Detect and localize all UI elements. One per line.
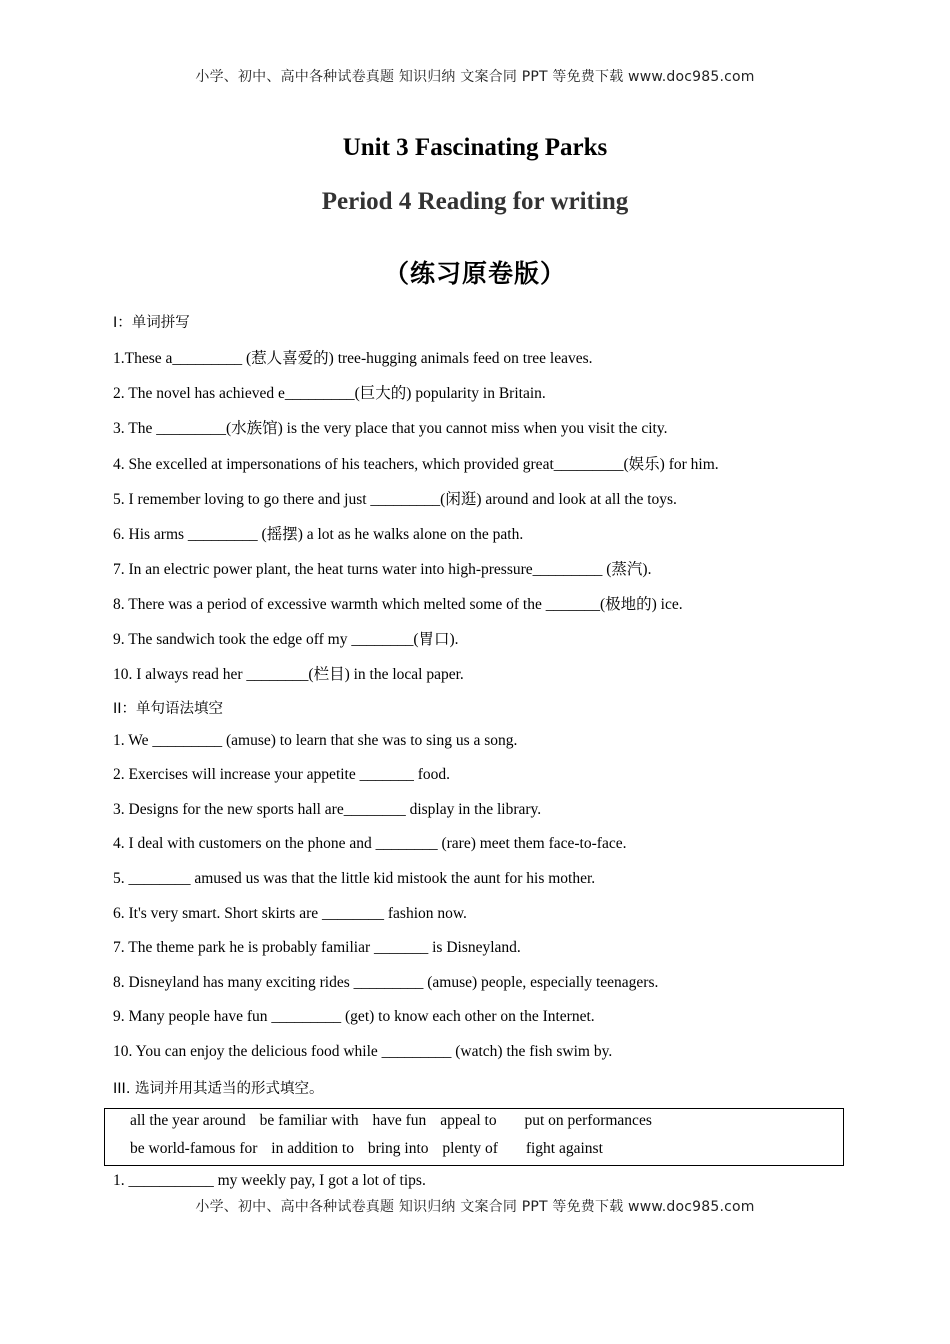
- word-bank-box: [104, 1108, 844, 1166]
- s1-item-4: 4. She excelled at impersonations of his teachers, which provided great_________(娱乐) for him.: [113, 456, 719, 473]
- footer-banner: 小学、初中、高中各种试卷真题 知识归纳 文案合同 PPT 等免费下载 www.doc985.com: [195, 1199, 755, 1215]
- section-1-heading: I：单词拼写: [113, 315, 190, 331]
- version-title: （练习原卷版）: [383, 259, 566, 288]
- word-bank-phrase: in addition to: [271, 1140, 354, 1157]
- s1-item-1: 1.These a_________ (惹人喜爱的) tree-hugging animals feed on tree leaves.: [113, 350, 593, 367]
- s2-item-6: 6. It's very smart. Short skirts are ________ fashion now.: [113, 905, 467, 922]
- s1-item-5: 5. I remember loving to go there and just _________(闲逛) around and look at all the toys.: [113, 491, 677, 508]
- s2-item-1: 1. We _________ (amuse) to learn that she was to sing us a song.: [113, 732, 518, 749]
- s2-item-9: 9. Many people have fun _________ (get) to know each other on the Internet.: [113, 1008, 595, 1025]
- period-title: Period 4 Reading for writing: [321, 188, 629, 215]
- s2-item-7: 7. The theme park he is probably familiar _______ is Disneyland.: [113, 939, 521, 956]
- word-bank-phrase: put on performances: [524, 1112, 652, 1129]
- word-bank-phrase: plenty of: [442, 1140, 498, 1157]
- header-banner: 小学、初中、高中各种试卷真题 知识归纳 文案合同 PPT 等免费下载 www.doc985.com: [195, 69, 755, 85]
- word-bank-phrase: bring into: [367, 1140, 429, 1157]
- word-bank-phrase: all the year around: [130, 1112, 246, 1129]
- section-3-heading: III. 选词并用其适当的形式填空。: [113, 1081, 324, 1097]
- section-2-heading: II：单句语法填空: [113, 701, 224, 717]
- word-bank-phrase: be familiar with: [259, 1112, 359, 1129]
- s2-item-3: 3. Designs for the new sports hall are________ display in the library.: [113, 801, 542, 818]
- s1-item-3: 3. The _________(水族馆) is the very place that you cannot miss when you visit the city.: [113, 420, 668, 437]
- s2-item-10: 10. You can enjoy the delicious food while _________ (watch) the fish swim by.: [113, 1043, 613, 1060]
- s1-item-7: 7. In an electric power plant, the heat turns water into high-pressure_________ (蒸汽).: [113, 561, 652, 578]
- s1-item-10: 10. I always read her ________(栏目) in the local paper.: [113, 666, 464, 683]
- unit-title: Unit 3 Fascinating Parks: [342, 134, 608, 161]
- word-bank-phrase: appeal to: [440, 1112, 497, 1129]
- s2-item-2: 2. Exercises will increase your appetite _______ food.: [113, 766, 451, 783]
- word-bank-phrase: be world-famous for: [130, 1140, 258, 1157]
- s2-item-4: 4. I deal with customers on the phone and ________ (rare) meet them face-to-face.: [113, 835, 627, 852]
- s1-item-9: 9. The sandwich took the edge off my ________(胃口).: [113, 631, 459, 648]
- word-bank-row-1: [130, 1112, 662, 1130]
- word-bank-row-2: [130, 1140, 613, 1158]
- s2-item-5: 5. ________ amused us was that the little kid mistook the aunt for his mother.: [113, 870, 596, 887]
- word-bank-phrase: fight against: [525, 1140, 603, 1157]
- s3-item-1: 1. ___________ my weekly pay, I got a lot of tips.: [113, 1172, 426, 1189]
- s2-item-8: 8. Disneyland has many exciting rides _________ (amuse) people, especially teenagers.: [113, 974, 659, 991]
- s1-item-2: 2. The novel has achieved e_________(巨大的) popularity in Britain.: [113, 385, 546, 402]
- s1-item-6: 6. His arms _________ (摇摆) a lot as he walks alone on the path.: [113, 526, 524, 543]
- s1-item-8: 8. There was a period of excessive warmth which melted some of the _______(极地的) ice.: [113, 596, 683, 613]
- word-bank-phrase: have fun: [372, 1112, 427, 1129]
